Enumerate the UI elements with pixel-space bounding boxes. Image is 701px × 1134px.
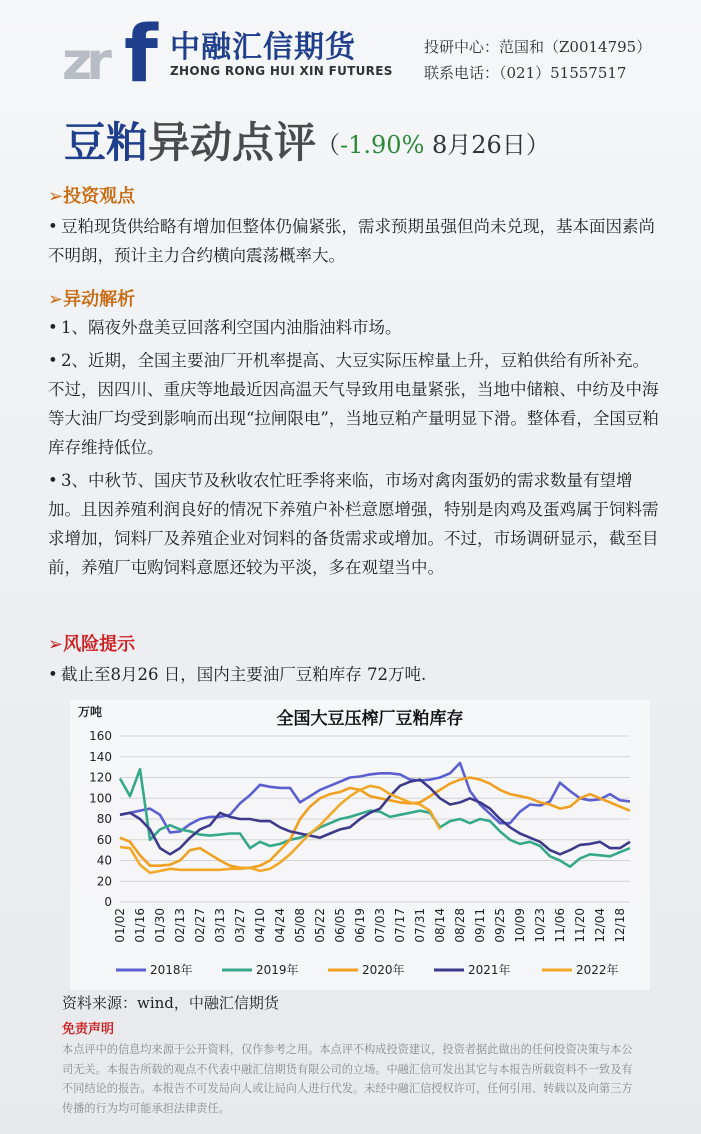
- legend-label: 2018年: [150, 963, 193, 977]
- section-investment-view: ➢投资观点: [48, 186, 136, 207]
- x-tick-label: 05/22: [313, 908, 327, 943]
- x-tick-label: 01/30: [153, 908, 167, 943]
- x-tick-label: 07/31: [413, 908, 427, 943]
- y-tick-label: 20: [96, 874, 112, 889]
- data-source: 资料来源：wind，中融汇信期货: [62, 994, 279, 1012]
- y-tick-label: 0: [104, 895, 112, 909]
- x-tick-label: 10/09: [513, 908, 527, 943]
- y-tick-label: 60: [96, 832, 112, 847]
- x-tick-label: 09/25: [493, 908, 507, 943]
- list-item: • 1、隔夜外盘美豆回落利空国内油脂油料市场。: [48, 318, 402, 337]
- x-tick-label: 07/03: [373, 908, 387, 943]
- y-tick-label: 80: [96, 812, 112, 826]
- contact-info: [424, 34, 651, 86]
- y-tick-label: 140: [89, 749, 112, 764]
- x-tick-label: 09/11: [473, 908, 487, 943]
- analysis-list: [48, 313, 660, 582]
- x-tick-label: 06/19: [353, 908, 367, 943]
- y-axis-unit-label: 万吨: [78, 705, 103, 719]
- x-tick-label: 04/24: [273, 908, 287, 943]
- x-tick-label: 08/28: [453, 908, 467, 943]
- x-tick-label: 03/13: [213, 908, 227, 943]
- y-tick-label: 120: [89, 770, 112, 785]
- x-tick-label: 06/05: [333, 908, 347, 943]
- legend-label: 2020年: [362, 963, 405, 977]
- risk-text: [48, 660, 660, 689]
- x-tick-label: 12/18: [613, 908, 627, 943]
- x-tick-label: 10/23: [533, 908, 547, 943]
- legend-label: 2021年: [468, 963, 511, 977]
- x-tick-label: 02/13: [173, 908, 187, 943]
- contact-phone: 联系电话：（021）51557517: [424, 64, 627, 82]
- list-item: • 2、近期，全国主要油厂开机率提高、大豆实际压榨量上升，豆粕供给有所补充。不过，因四川、重庆等地最近因高温天气导致用电量紧张，当地中储粮、中纺及中海等大油厂均受到影响而出现“拉闸限电”，当地豆粕产量明显下滑。整体看，全国豆粕库存维持低位。: [48, 351, 659, 457]
- logo-f-glyph: f: [124, 10, 158, 100]
- logo-mark: [62, 10, 162, 100]
- inventory-chart: [70, 700, 650, 990]
- logo-english-name: ZHONG RONG HUI XIN FUTURES: [170, 64, 393, 78]
- y-tick-label: 160: [89, 729, 112, 743]
- logo-chinese-name: 中融汇信期货: [170, 30, 356, 65]
- x-tick-label: 03/27: [233, 908, 247, 943]
- legend-label: 2019年: [256, 963, 299, 977]
- chart-title: 全国大豆压榨厂豆粕库存: [276, 709, 464, 729]
- x-tick-label: 04/10: [253, 908, 267, 943]
- title-product: 豆粕: [64, 118, 149, 167]
- x-tick-label: 07/17: [393, 908, 407, 943]
- chart-svg: [70, 700, 650, 990]
- legend-label: 2022年: [576, 963, 619, 977]
- title-type: 异动点评: [148, 118, 317, 167]
- list-item: • 3、中秋节、国庆节及秋收农忙旺季将来临，市场对禽肉蛋奶的需求数量有望增加。且因养殖利润良好的情况下养殖户补栏意愿增强，特别是肉鸡及蛋鸡属于饲料需求增加，饲料厂及养殖企业对饲料的备货需求或增加。不过，市场调研显示，截至目前，养殖厂屯购饲料意愿还较为平淡，多在观望当中。: [48, 471, 659, 577]
- section-risk: ➢风险提示: [48, 634, 136, 655]
- x-tick-label: 02/27: [193, 908, 207, 943]
- x-tick-label: 11/06: [553, 908, 567, 943]
- x-tick-label: 05/08: [293, 908, 307, 943]
- logo-z-glyph: zr: [62, 32, 106, 92]
- y-tick-label: 40: [96, 853, 112, 868]
- disclaimer-title: 免责声明: [62, 1022, 115, 1037]
- x-tick-label: 11/20: [573, 908, 587, 943]
- report-date: 8月26日）: [424, 131, 550, 159]
- price-change: -1.90%: [340, 131, 425, 159]
- section-analysis: ➢异动解析: [48, 289, 136, 310]
- contact-analyst: 投研中心：范国和（Z0014795）: [424, 38, 652, 56]
- company-logo: [62, 10, 393, 100]
- title-subtitle: （-1.90% 8月26日）: [316, 131, 550, 159]
- disclaimer-text: 本点评中的信息均来源于公开资料，仅作参考之用。本点评不构成投资建议，投资者据此做出的任何投资决策与本公司无关。本报告所载的观点不代表中融汇信期货有限公司的立场。中融汇信可发出其它与本报告所载资料不一致及有不同结论的报告。本报告不可发局向人或让局向人进行代发。未经中融汇信授权许可，任何引用、转载以及向第三方传播的行为均可能承担法律责任。: [62, 1043, 633, 1115]
- y-tick-label: 100: [89, 791, 112, 806]
- list-item: • 豆粕现货供给略有增加但整体仍偏紧张，需求预期虽强但尚未兑现，基本面因素尚不明朗，预计主力合约横向震荡概率大。: [48, 217, 655, 265]
- x-tick-label: 01/16: [133, 908, 147, 943]
- x-tick-label: 08/14: [433, 908, 447, 943]
- investment-view-text: [48, 212, 660, 270]
- list-item: • 截止至8月26 日，国内主要油厂豆粕库存 72万吨.: [48, 665, 427, 684]
- x-tick-label: 01/02: [113, 908, 127, 943]
- x-tick-label: 12/04: [593, 908, 607, 943]
- report-title: [64, 110, 550, 170]
